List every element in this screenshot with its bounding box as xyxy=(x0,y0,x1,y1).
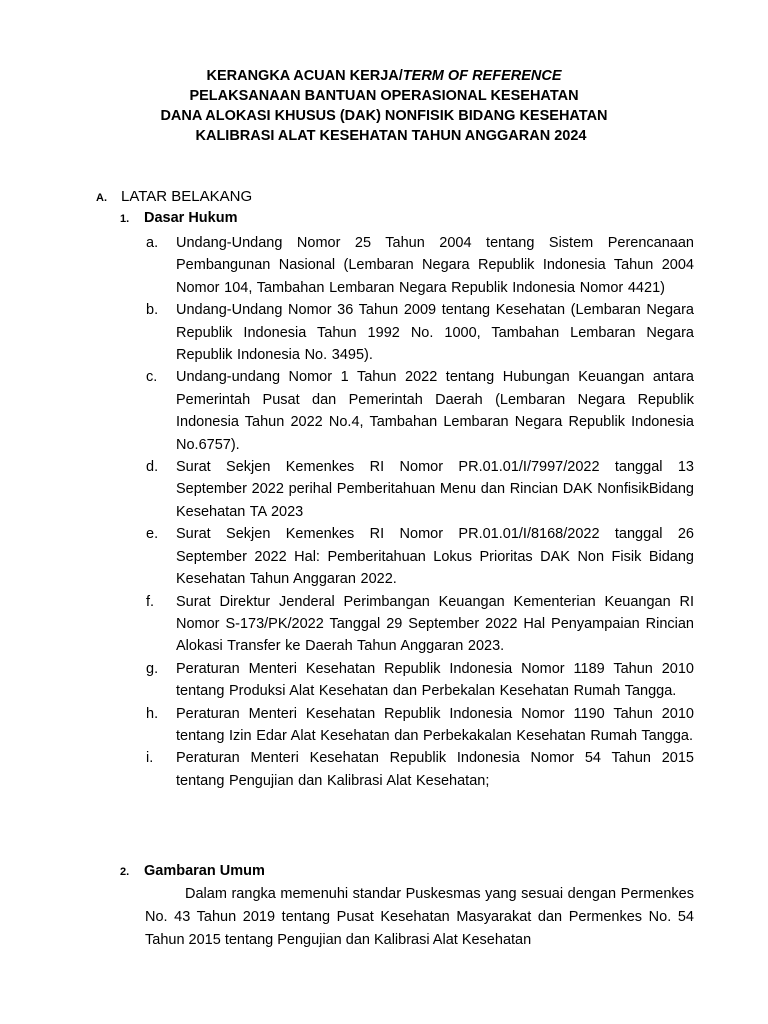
list-item xyxy=(146,747,694,792)
section-a-title: LATAR BELAKANG xyxy=(121,188,253,205)
subsection-1-heading xyxy=(120,210,237,226)
subsection-1-title: Dasar Hukum xyxy=(144,210,238,226)
list-item xyxy=(146,232,694,299)
list-item-text: Undang-undang Nomor 1 Tahun 2022 tentang Hubungan Keuangan antara Pemerintah Pusat dan Pemerintah Daerah (Lembaran Negara Republik Indonesia Tahun 2022 No.4, Tambahan Lembaran Negara Republik Indonesia No.6757). xyxy=(176,369,694,453)
list-item xyxy=(146,299,694,366)
list-item xyxy=(146,523,694,590)
list-item-text: Surat Sekjen Kemenkes RI Nomor PR.01.01/I/8168/2022 tanggal 26 September 2022 Hal: Pemberitahuan Lokus Prioritas DAK Non Fisik Bidang Kesehatan Tahun Anggaran 2022. xyxy=(176,526,694,588)
title-italic: TERM OF REFERENCE xyxy=(402,68,562,84)
list-item-letter: f. xyxy=(146,593,155,610)
list-item-text: Undang-Undang Nomor 36 Tahun 2009 tentang Kesehatan (Lembaran Negara Republik Indonesia Tahun 1992 No. 1000, Tambahan Lembaran Negara Republik Indonesia No. 3495). xyxy=(176,302,694,364)
list-item-text: Peraturan Menteri Kesehatan Republik Indonesia Nomor 54 Tahun 2015 tentang Pengujian dan Kalibrasi Alat Kesehatan; xyxy=(176,750,694,789)
list-item-letter: i. xyxy=(146,750,154,767)
list-item-text: Undang-Undang Nomor 25 Tahun 2004 tentang Sistem Perencanaan Pembangunan Nasional (Lembaran Negara Republik Indonesia Tahun 2004 Nomor 104, Tambahan Lembaran Negara Republik Indonesia Nomor 4421) xyxy=(176,235,694,296)
list-item-letter: e. xyxy=(146,526,159,543)
title-line-2: PELAKSANAAN BANTUAN OPERASIONAL KESEHATAN xyxy=(189,88,579,104)
general-overview-paragraph: Dalam rangka memenuhi standar Puskesmas yang sesuai dengan Permenkes No. 43 Tahun 2019 tentang Pusat Kesehatan Masyarakat dan Permenkes No. 54 Tahun 2015 tentang Pengujian dan Kalibrasi Alat Kesehatan xyxy=(145,886,694,949)
list-item-text: Surat Sekjen Kemenkes RI Nomor PR.01.01/I/7997/2022 tanggal 13 September 2022 perihal Pemberitahuan Menu dan Rincian DAK NonfisikBidang Kesehatan TA 2023 xyxy=(176,459,694,520)
list-item xyxy=(146,366,694,456)
list-item-letter: h. xyxy=(146,705,159,722)
list-item xyxy=(146,456,694,523)
list-item-letter: d. xyxy=(146,459,159,476)
legal-basis-list xyxy=(146,232,694,792)
section-a-marker: A. xyxy=(96,192,107,204)
list-item-text: Peraturan Menteri Kesehatan Republik Indonesia Nomor 1190 Tahun 2010 tentang Izin Edar Alat Kesehatan dan Perbekakalan Kesehatan Rumah Tangga. xyxy=(176,705,694,744)
title-line-4: KALIBRASI ALAT KESEHATAN TAHUN ANGGARAN 2024 xyxy=(195,128,587,144)
list-item-letter: g. xyxy=(146,660,159,677)
list-item-letter: b. xyxy=(146,302,159,319)
subsection-2-number: 2. xyxy=(120,866,130,878)
list-item-letter: a. xyxy=(146,235,159,251)
document-title xyxy=(0,66,768,146)
title-line-3: DANA ALOKASI KHUSUS (DAK) NONFISIK BIDANG KESEHATAN xyxy=(160,108,608,124)
title-line-1: KERANGKA ACUAN KERJA/TERM OF REFERENCE xyxy=(206,68,562,84)
list-item-letter: c. xyxy=(146,369,158,386)
list-item-text: Surat Direktur Jenderal Perimbangan Keuangan Kementerian Keuangan RI Nomor S-173/PK/2022 Tanggal 29 September 2022 Hal Penyampaian Rincian Alokasi Transfer ke Daerah Tahun Anggaran 2023. xyxy=(176,593,694,655)
subsection-2-heading xyxy=(120,863,265,879)
list-item xyxy=(146,591,694,658)
list-item xyxy=(146,703,694,748)
subsection-2-title: Gambaran Umum xyxy=(144,863,265,879)
list-item xyxy=(146,658,694,703)
subsection-1-number: 1. xyxy=(120,213,130,225)
section-a-heading xyxy=(96,188,252,205)
list-item-text: Peraturan Menteri Kesehatan Republik Indonesia Nomor 1189 Tahun 2010 tentang Produksi Alat Kesehatan dan Perbekalan Kesehatan Rumah Tangga. xyxy=(176,660,694,700)
